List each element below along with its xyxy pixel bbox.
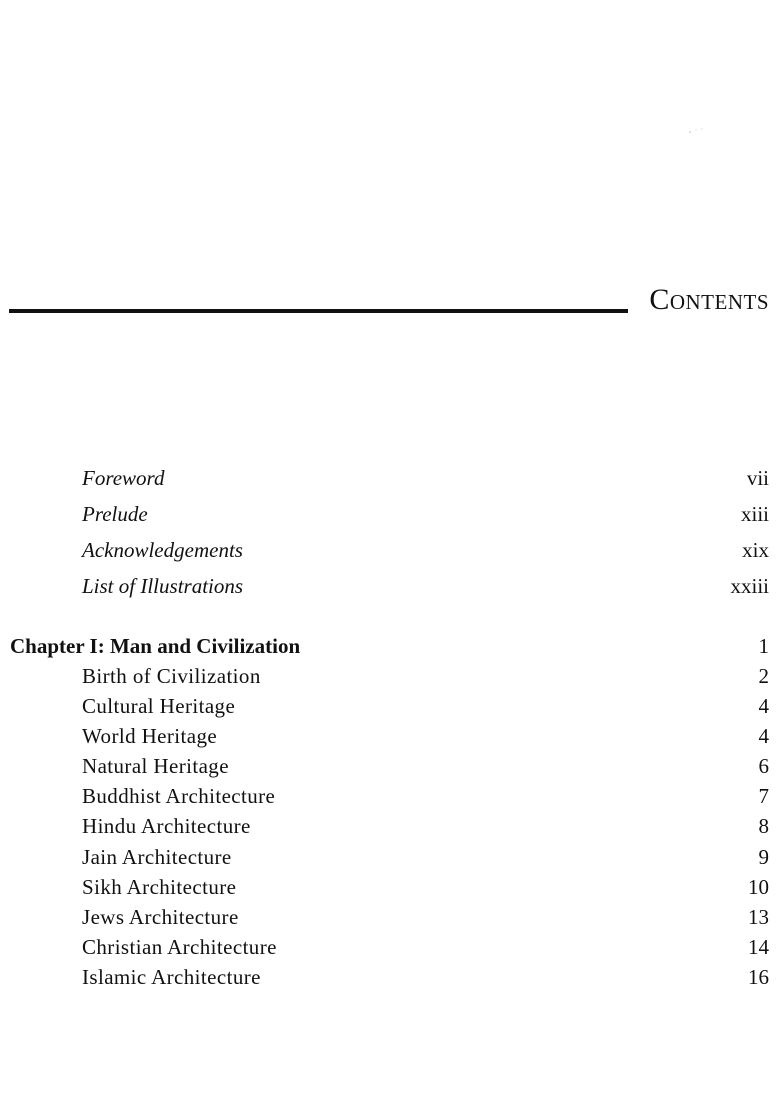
chapter-block bbox=[0, 634, 780, 995]
header-rule bbox=[9, 309, 628, 313]
toc-section-label: Birth of Civilization bbox=[82, 664, 261, 688]
toc-section-label: Natural Heritage bbox=[82, 754, 229, 779]
toc-section-label: Jews Architecture bbox=[82, 904, 239, 929]
toc-section[interactable] bbox=[0, 664, 780, 694]
toc-section[interactable] bbox=[0, 694, 780, 724]
toc-section-label: Islamic Architecture bbox=[82, 964, 261, 989]
chapter-page: 1 bbox=[758, 634, 769, 658]
toc-section[interactable] bbox=[0, 905, 780, 935]
toc-section-page: 10 bbox=[748, 874, 769, 899]
toc-section[interactable] bbox=[0, 845, 780, 875]
toc-section[interactable] bbox=[0, 754, 780, 784]
toc-entry-acknowledgements[interactable] bbox=[0, 538, 780, 574]
toc-section-label: Buddhist Architecture bbox=[82, 784, 276, 809]
toc-entry-label: Acknowledgements bbox=[82, 538, 243, 562]
toc-section-page: 4 bbox=[758, 694, 769, 719]
toc-section-page: 13 bbox=[748, 904, 769, 929]
toc-section[interactable] bbox=[0, 935, 780, 965]
toc-section-label: Cultural Heritage bbox=[82, 694, 236, 719]
toc-entry-label: List of Illustrations bbox=[82, 574, 244, 598]
toc-entry-list-of-illustrations[interactable] bbox=[0, 574, 780, 610]
toc-section-label: Sikh Architecture bbox=[82, 874, 237, 899]
toc-entry-foreword[interactable] bbox=[0, 466, 780, 502]
toc-section-page: 14 bbox=[748, 934, 769, 959]
toc-section[interactable] bbox=[0, 724, 780, 754]
toc-section-page: 7 bbox=[758, 784, 769, 809]
toc-section-label: Hindu Architecture bbox=[82, 814, 251, 839]
prelims-list bbox=[0, 466, 780, 610]
toc-section[interactable] bbox=[0, 784, 780, 814]
toc-entry-page: xxiii bbox=[730, 574, 769, 598]
toc-entry-prelude[interactable] bbox=[0, 502, 780, 538]
toc-section-label: Jain Architecture bbox=[82, 844, 232, 869]
toc-section[interactable] bbox=[0, 814, 780, 844]
toc-section-page: 4 bbox=[758, 724, 769, 749]
toc-entry-page: xix bbox=[742, 538, 769, 562]
toc-entry-page: vii bbox=[746, 466, 769, 490]
toc-section-page: 8 bbox=[758, 814, 769, 839]
toc-section-page: 6 bbox=[758, 754, 769, 779]
toc-section[interactable] bbox=[0, 875, 780, 905]
chapter-title: Chapter I: Man and Civilization bbox=[10, 634, 301, 658]
toc-entry-label: Foreword bbox=[82, 466, 165, 490]
toc-section[interactable] bbox=[0, 965, 780, 995]
chapter-heading[interactable] bbox=[0, 634, 780, 664]
page-title: Contents bbox=[649, 283, 769, 316]
toc-section-label: World Heritage bbox=[82, 724, 218, 749]
toc-section-label: Christian Architecture bbox=[82, 934, 277, 959]
toc-section-page: 9 bbox=[758, 844, 769, 869]
scan-speck bbox=[688, 128, 704, 134]
toc-entry-label: Prelude bbox=[82, 502, 148, 526]
toc-section-page: 2 bbox=[758, 664, 769, 688]
toc-entry-page: xiii bbox=[740, 502, 769, 526]
toc-section-page: 16 bbox=[748, 964, 769, 989]
